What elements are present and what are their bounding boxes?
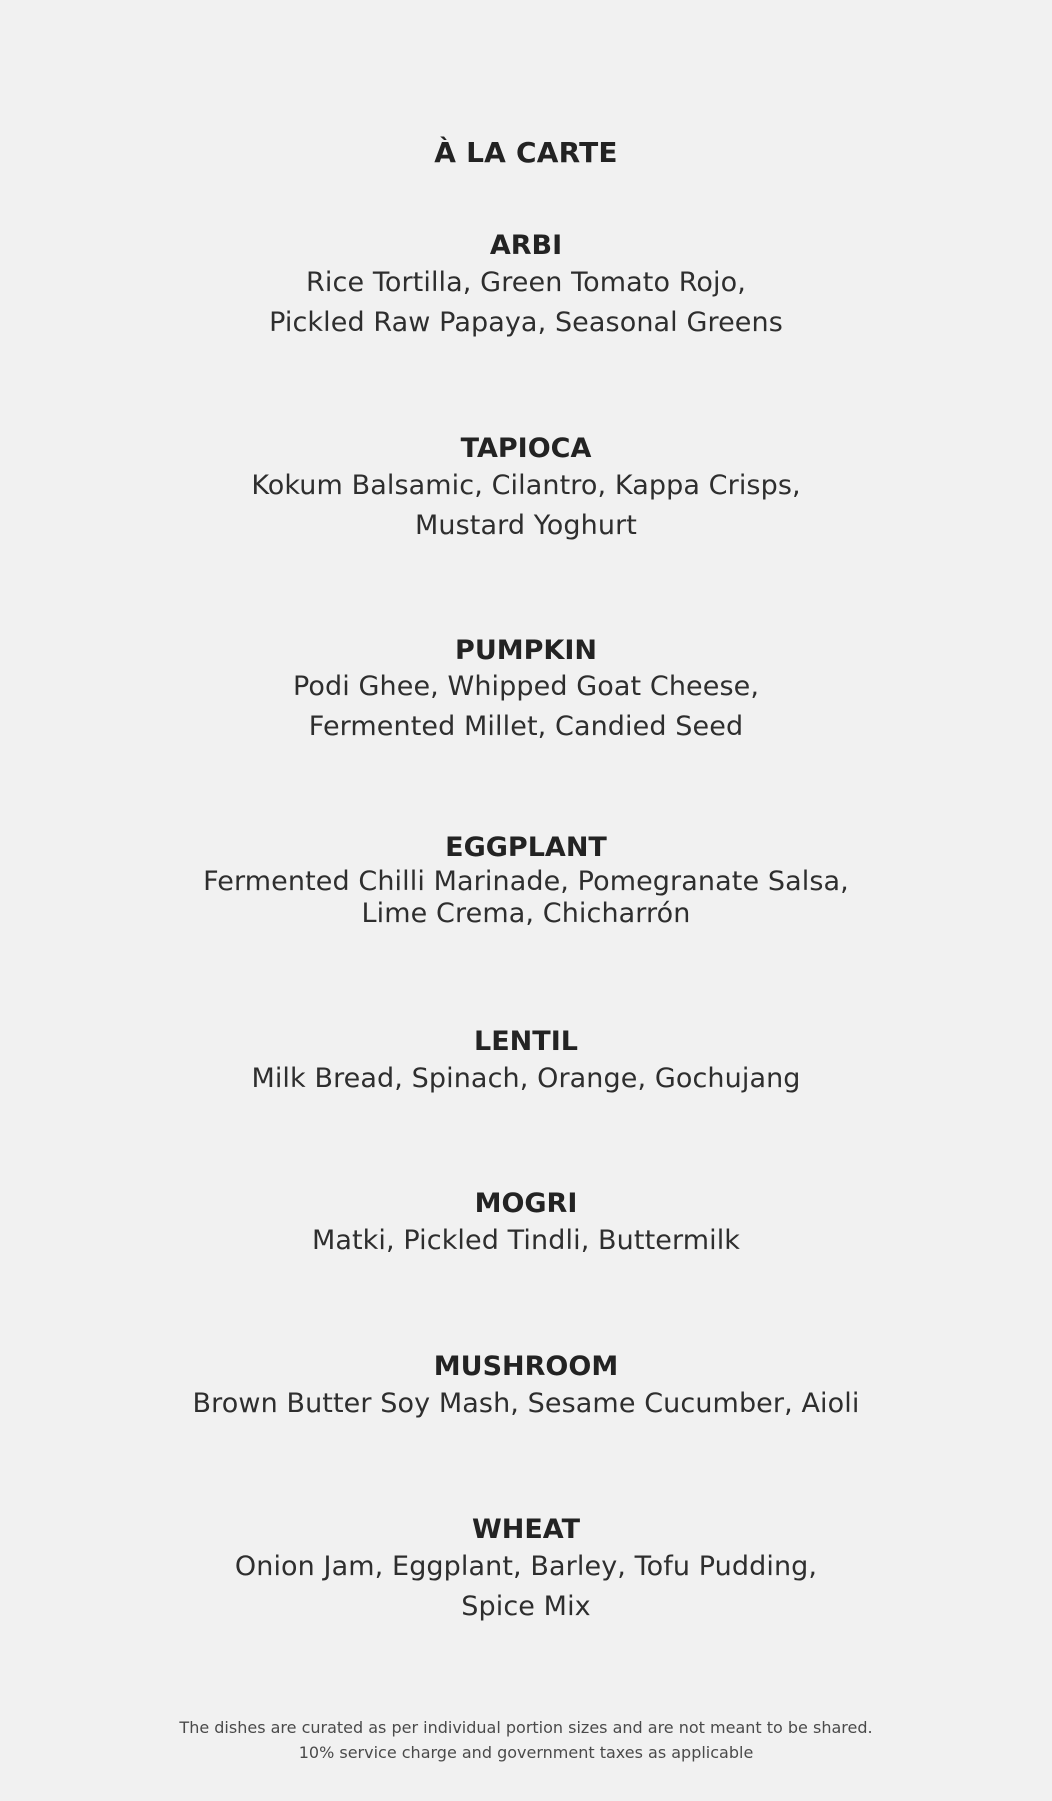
footer-tax-note: 10% service charge and government taxes as applicable bbox=[298, 1743, 754, 1762]
dish-description: Brown Butter Soy Mash, Sesame Cucumber, Aioli bbox=[192, 1388, 860, 1419]
dish-name: ARBI bbox=[489, 230, 563, 261]
dish-arbi bbox=[0, 229, 1052, 343]
dish-description: Kokum Balsamic, Cilantro, Kappa Crisps, Mustard Yoghurt bbox=[251, 470, 801, 541]
dish-description: Matki, Pickled Tindli, Buttermilk bbox=[311, 1225, 741, 1256]
footer-sharing-note: The dishes are curated as per individual portion sizes and are not meant to be shared. bbox=[179, 1718, 873, 1737]
dish-name: PUMPKIN bbox=[455, 635, 597, 666]
dish-name: MUSHROOM bbox=[433, 1351, 619, 1382]
dish-wheat bbox=[0, 1513, 1052, 1627]
dish-mushroom bbox=[0, 1350, 1052, 1424]
dish-description: Rice Tortilla, Green Tomato Rojo, Pickled Raw Papaya, Seasonal Greens bbox=[269, 267, 783, 338]
dish-name: MOGRI bbox=[474, 1188, 578, 1219]
dish-tapioca bbox=[0, 432, 1052, 546]
menu-title: À LA CARTE bbox=[434, 136, 618, 169]
dish-description: Onion Jam, Eggplant, Barley, Tofu Pudding, Spice Mix bbox=[234, 1551, 818, 1622]
dish-description: Fermented Chilli Marinade, Pomegranate Salsa, Lime Crema, Chicharrón bbox=[203, 866, 849, 929]
dish-lentil bbox=[0, 1025, 1052, 1099]
dish-name: LENTIL bbox=[474, 1026, 578, 1057]
dish-name: TAPIOCA bbox=[460, 433, 592, 464]
footer-notes bbox=[0, 1715, 1052, 1765]
dish-name: WHEAT bbox=[471, 1514, 581, 1545]
dish-eggplant bbox=[0, 830, 1052, 930]
dish-pumpkin bbox=[0, 635, 1052, 747]
dish-mogri bbox=[0, 1187, 1052, 1261]
dish-description: Podi Ghee, Whipped Goat Cheese, Fermented Millet, Candied Seed bbox=[292, 671, 760, 742]
dish-description: Milk Bread, Spinach, Orange, Gochujang bbox=[251, 1063, 801, 1094]
dish-name: EGGPLANT bbox=[445, 832, 607, 863]
